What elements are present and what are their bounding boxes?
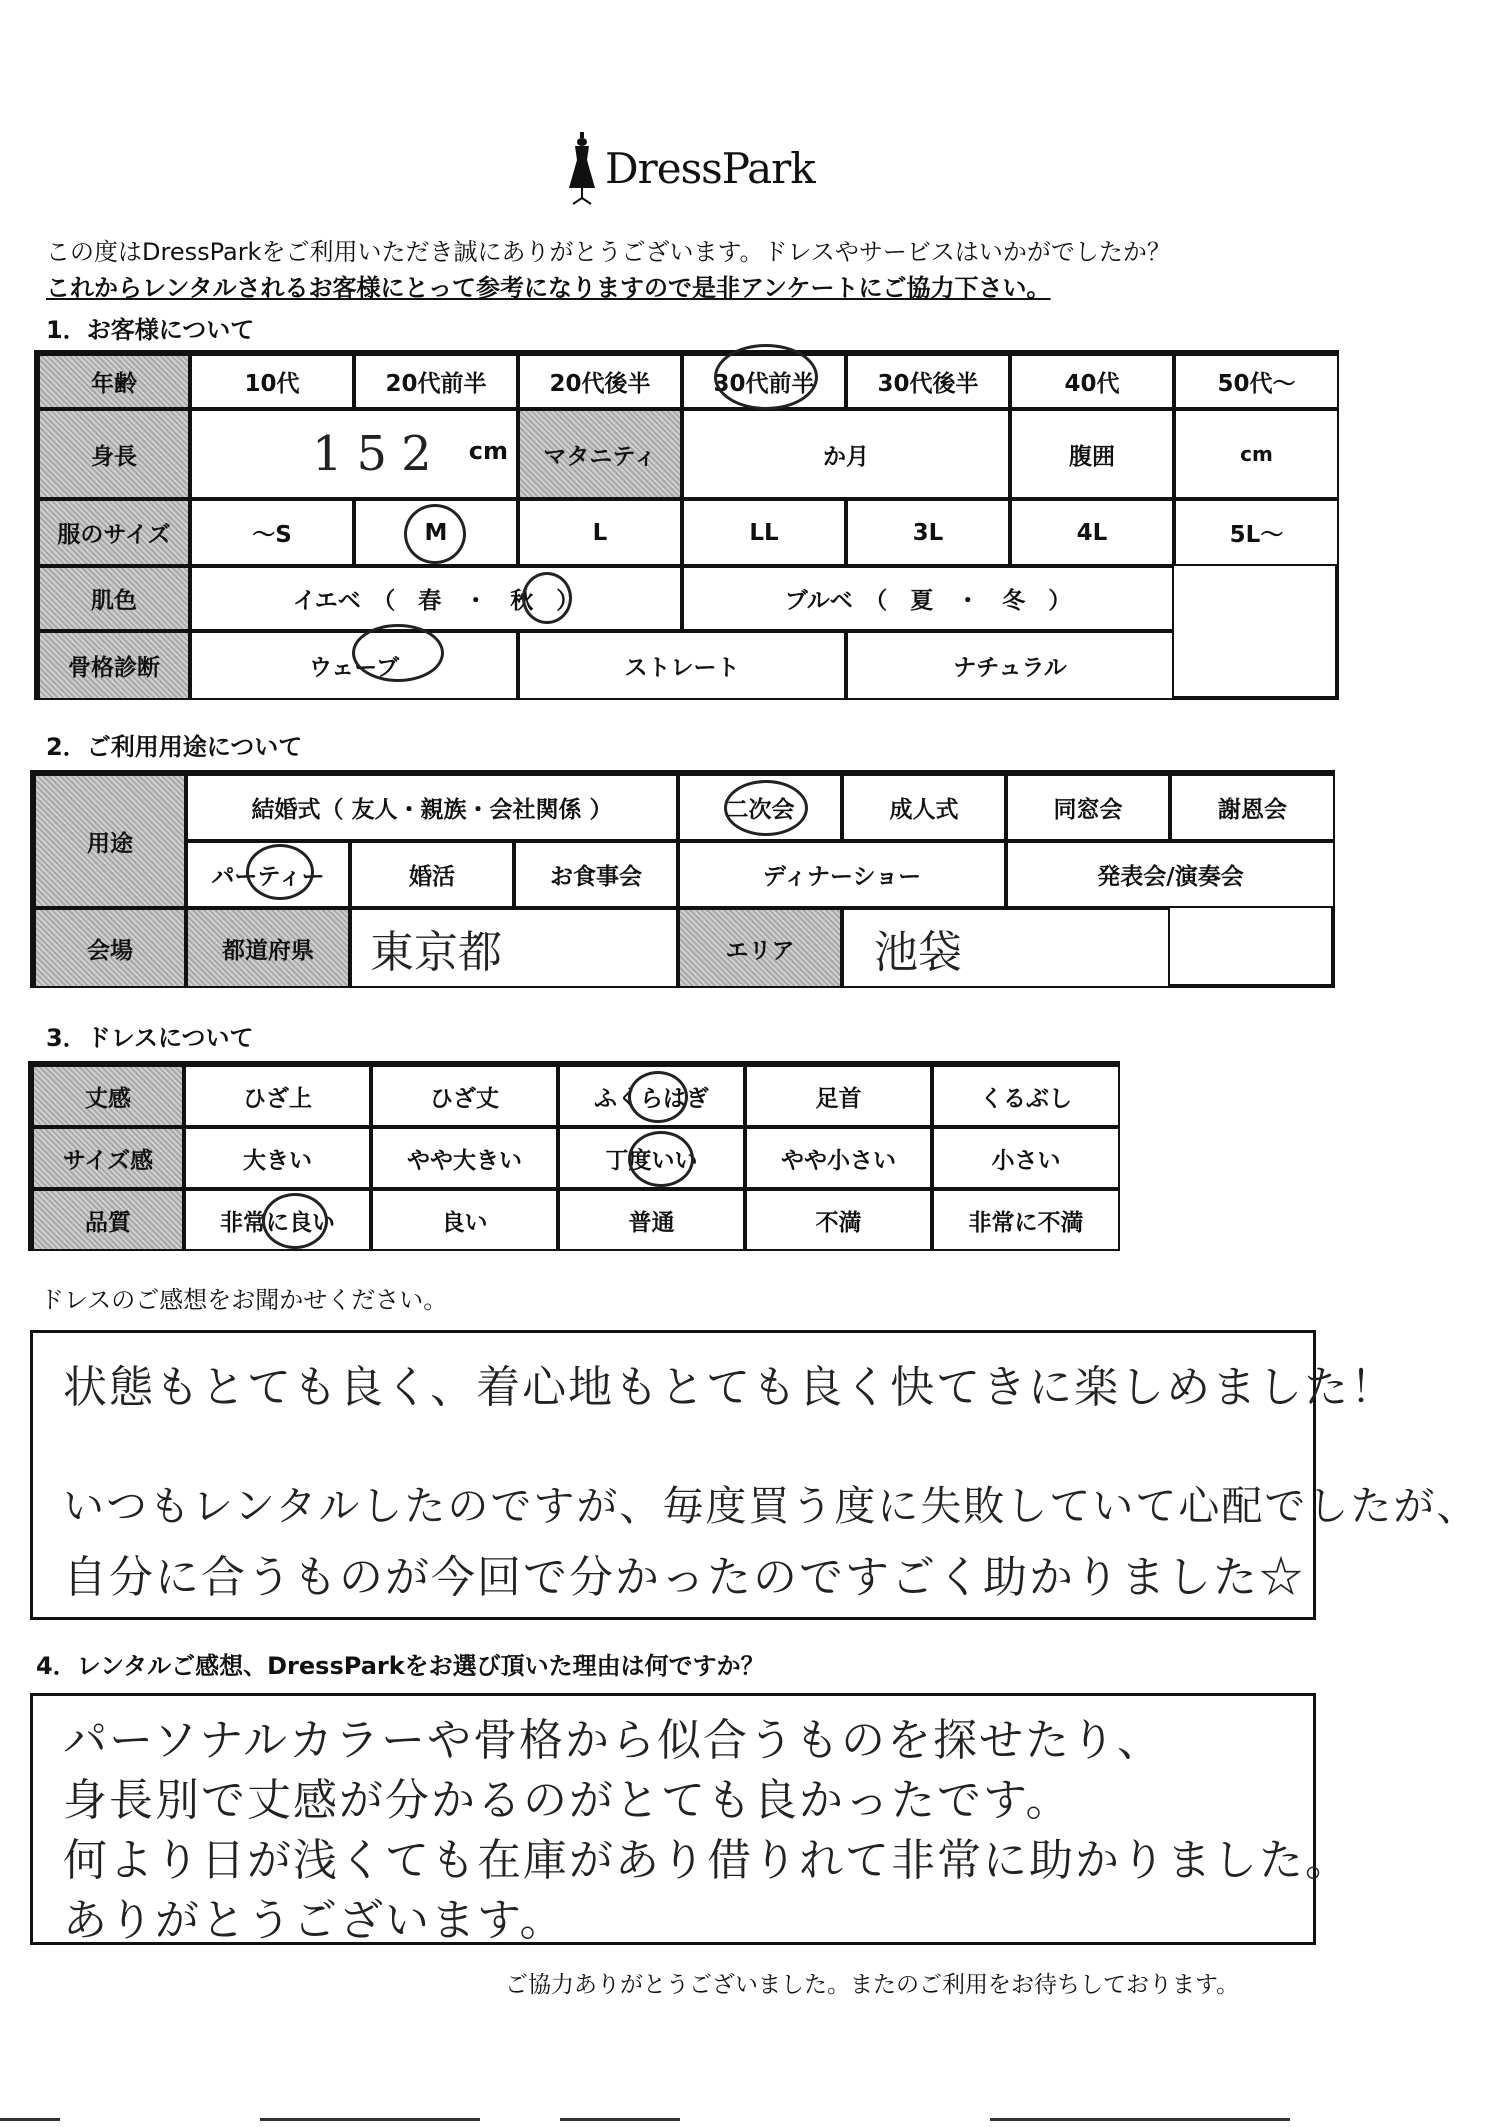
- customer-table: [34, 350, 1339, 700]
- prefecture-label: 都道府県: [186, 908, 350, 988]
- size-option: L: [518, 499, 682, 566]
- fit-label: サイズ感: [32, 1127, 184, 1189]
- reason-line: 身長別で丈感が分かるのがとても良かったです。: [63, 1775, 1072, 1826]
- age-option: 20代後半: [518, 354, 682, 409]
- age-option: 10代: [190, 354, 354, 409]
- size-option: 3L: [846, 499, 1010, 566]
- maternity-label: マタニティ: [518, 409, 682, 499]
- size-option: LL: [682, 499, 846, 566]
- length-option: 足首: [745, 1065, 932, 1127]
- fit-option: 大きい: [184, 1127, 371, 1189]
- size-option-selected: M: [354, 499, 518, 566]
- skin-blue: ブルベ （ 夏 ・ 冬 ）: [682, 566, 1174, 631]
- height-unit: cm: [468, 437, 508, 465]
- comment-line: 状態もとても良く、着心地もとても良く快てきに楽しめました！: [63, 1362, 1397, 1413]
- purpose-label: 用途: [34, 774, 186, 908]
- purpose-option-selected: パーティー: [186, 841, 350, 908]
- logo-text: DressPark: [605, 143, 815, 193]
- height-label: 身長: [38, 409, 190, 499]
- scan-edge-line: [560, 2118, 680, 2121]
- length-option: ひざ丈: [371, 1065, 558, 1127]
- selection-circle: [246, 844, 314, 900]
- purpose-option: 婚活: [350, 841, 514, 908]
- comment-line: いつもレンタルしたのですが、毎度買う度に失敗していて心配でしたが、: [63, 1482, 1480, 1530]
- comments-title: ドレスのご感想をお聞かせください。: [40, 1286, 448, 1314]
- maternity-months: か月: [682, 409, 1010, 499]
- purpose-option-selected: 二次会: [678, 774, 842, 841]
- reason-line: パーソナルカラーや骨格から似合うものを探せたり、: [63, 1715, 1164, 1766]
- size-option: ～S: [190, 499, 354, 566]
- selection-circle: [522, 572, 572, 624]
- scan-edge-line: [260, 2118, 480, 2121]
- scan-edge-line: [0, 2118, 60, 2121]
- comments-box: [30, 1330, 1480, 1620]
- reason-box: [30, 1693, 1351, 1946]
- fit-option: 小さい: [932, 1127, 1120, 1189]
- footer-thanks: ご協力ありがとうございました。またのご利用をお待ちしております。: [505, 1972, 1240, 1998]
- selection-circle: [724, 780, 808, 836]
- age-option: 50代～: [1174, 354, 1339, 409]
- age-option-selected: 30代前半: [682, 354, 846, 409]
- purpose-option: 結婚式（ 友人・親族・会社関係 ）: [186, 774, 678, 841]
- selection-circle: [404, 504, 466, 564]
- fit-option: やや大きい: [371, 1127, 558, 1189]
- quality-option-selected: 非常に良い: [184, 1189, 371, 1251]
- intro-request: これからレンタルされるお客様にとって参考になりますので是非アンケートにご協力下さい。: [46, 274, 1051, 302]
- intro-text: この度はDressParkをご利用いただき誠にありがとうございます。ドレスやサービスはいかがでしたか？: [46, 238, 1171, 266]
- quality-label: 品質: [32, 1189, 184, 1251]
- scan-edge-line: [990, 2118, 1290, 2121]
- selection-circle: [352, 624, 444, 682]
- prefecture-value: 東京都: [350, 908, 678, 988]
- length-label: 丈感: [32, 1065, 184, 1127]
- selection-circle: [628, 1071, 688, 1123]
- quality-option: 普通: [558, 1189, 745, 1251]
- frame-option: ストレート: [518, 631, 846, 700]
- size-option: 5L～: [1174, 499, 1339, 566]
- selection-circle: [714, 344, 818, 410]
- reason-line: ありがとうございます。: [63, 1895, 566, 1946]
- section1-title: 1．お客様について: [46, 316, 255, 344]
- quality-option: 不満: [745, 1189, 932, 1251]
- purpose-option: 成人式: [842, 774, 1006, 841]
- age-option: 20代前半: [354, 354, 518, 409]
- fit-option-selected: 丁度いい: [558, 1127, 745, 1189]
- purpose-option: お食事会: [514, 841, 678, 908]
- waist-label: 腹囲: [1010, 409, 1174, 499]
- selection-circle: [628, 1131, 694, 1187]
- venue-label: 会場: [34, 908, 186, 988]
- purpose-option: 謝恩会: [1170, 774, 1335, 841]
- skin-label: 肌色: [38, 566, 190, 631]
- comment-line: 自分に合うものが今回で分かったのですごく助かりました☆: [63, 1552, 1305, 1603]
- length-option-selected: ふくらはぎ: [558, 1065, 745, 1127]
- area-value: 池袋: [842, 908, 1170, 988]
- selection-circle: [262, 1193, 328, 1249]
- purpose-option: ディナーショー: [678, 841, 1006, 908]
- usage-table: [30, 770, 1335, 988]
- length-option: ひざ上: [184, 1065, 371, 1127]
- height-field: [190, 409, 518, 499]
- skin-yellow: イエベ （ 春 ・ 秋 ）: [190, 566, 682, 631]
- frame-option: ナチュラル: [846, 631, 1174, 700]
- quality-option: 非常に不満: [932, 1189, 1120, 1251]
- section4-title: 4．レンタルご感想、DressParkをお選び頂いた理由は何ですか？: [36, 1652, 765, 1680]
- age-label: 年齢: [38, 354, 190, 409]
- area-label: エリア: [678, 908, 842, 988]
- logo: [565, 128, 815, 208]
- purpose-option: 発表会/演奏会: [1006, 841, 1335, 908]
- section3-title: 3．ドレスについて: [46, 1024, 254, 1052]
- dress-table: [28, 1061, 1120, 1251]
- reason-line: 何より日が浅くても在庫があり借りれて非常に助かりました。: [63, 1835, 1351, 1886]
- quality-option: 良い: [371, 1189, 558, 1251]
- purpose-option: 同窓会: [1006, 774, 1170, 841]
- fit-option: やや小さい: [745, 1127, 932, 1189]
- height-value: 152: [312, 426, 446, 482]
- size-option: 4L: [1010, 499, 1174, 566]
- frame-option-selected: ウェーブ: [190, 631, 518, 700]
- length-option: くるぶし: [932, 1065, 1120, 1127]
- age-option: 30代後半: [846, 354, 1010, 409]
- size-label: 服のサイズ: [38, 499, 190, 566]
- waist-unit: cm: [1174, 409, 1339, 499]
- section2-title: 2．ご利用用途について: [46, 733, 303, 761]
- age-option: 40代: [1010, 354, 1174, 409]
- dress-mannequin-icon: [565, 130, 599, 206]
- frame-label: 骨格診断: [38, 631, 190, 700]
